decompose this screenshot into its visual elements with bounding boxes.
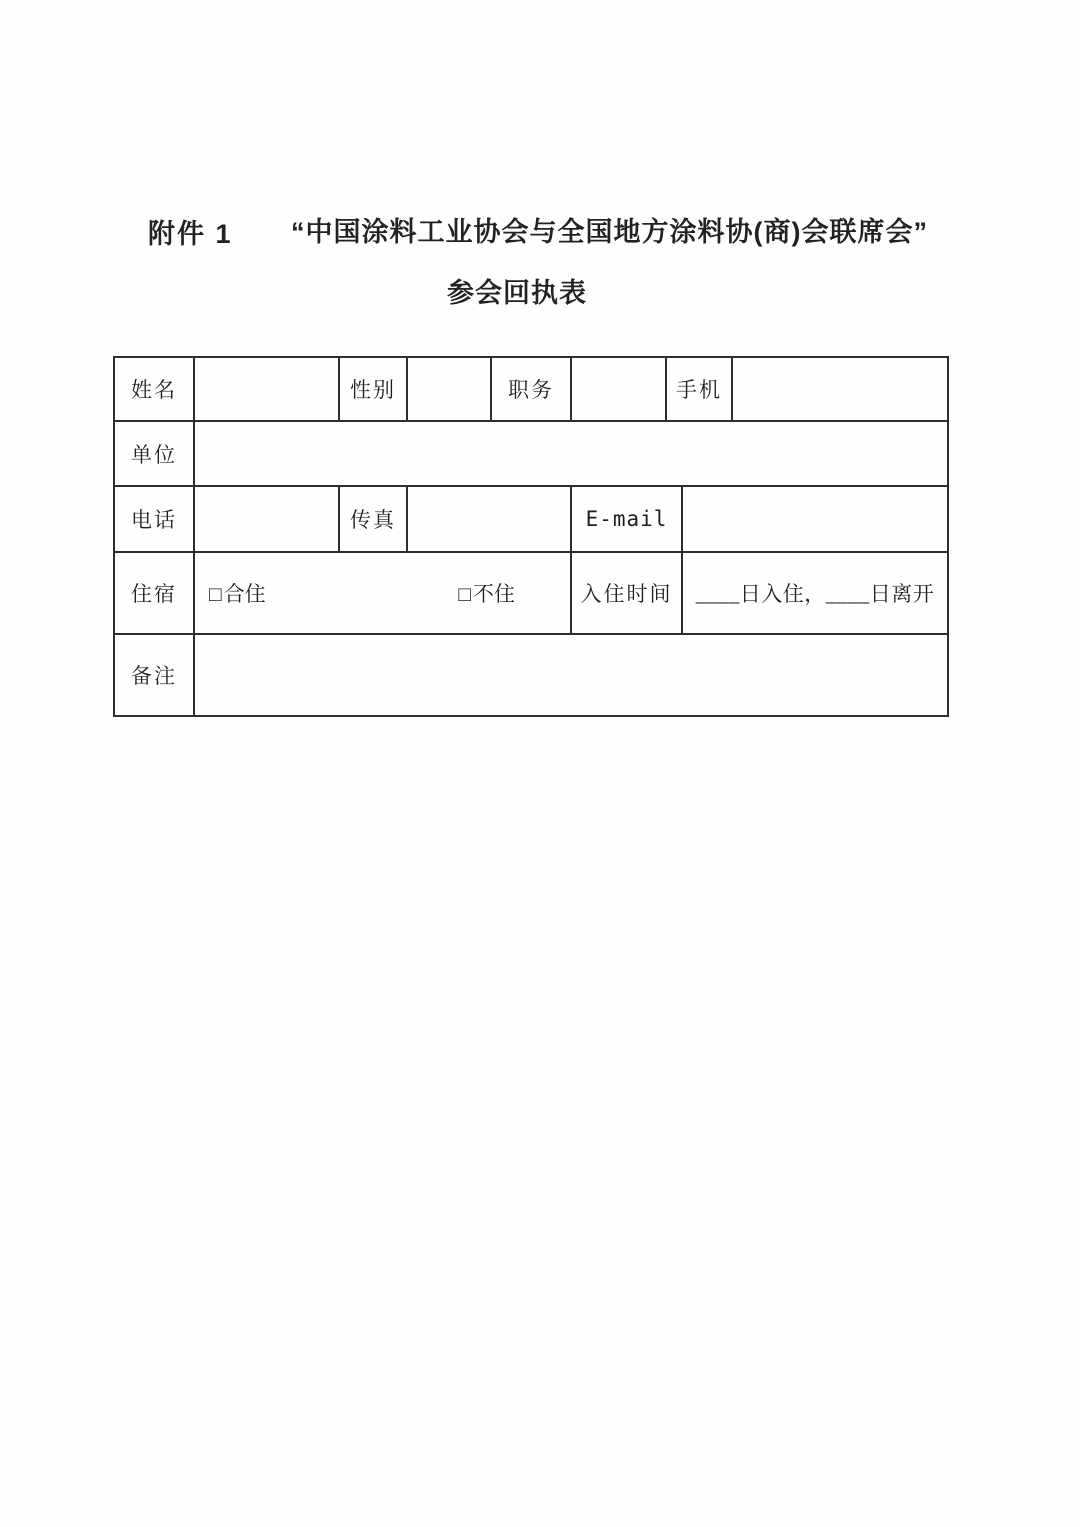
checkin-time-value: ____日入住，____日离开	[682, 552, 948, 634]
position-input-cell	[571, 357, 666, 421]
remarks-label: 备注	[114, 634, 194, 716]
lodging-label: 住宿	[114, 552, 194, 634]
email-input-cell	[682, 486, 948, 552]
document-subtitle: 参会回执表	[447, 278, 587, 308]
lodging-options-cell	[194, 552, 571, 634]
name-label: 姓名	[114, 357, 194, 421]
checkbox-icon: □	[209, 582, 222, 606]
company-input-cell	[194, 421, 948, 486]
reply-form-table	[113, 356, 949, 717]
checkin-time-label: 入住时间	[571, 552, 682, 634]
fax-label: 传真	[339, 486, 407, 552]
mobile-input-cell	[732, 357, 948, 421]
email-label: E-mail	[571, 486, 682, 552]
name-input-cell	[194, 357, 339, 421]
remarks-input-cell	[194, 634, 948, 716]
company-label: 单位	[114, 421, 194, 486]
checkbox-icon: □	[458, 582, 471, 606]
lodging-share-label: 合住	[223, 582, 266, 606]
lodging-option-none	[458, 578, 515, 608]
gender-label: 性别	[339, 357, 407, 421]
table-row-remarks	[114, 634, 948, 716]
lodging-none-label: 不住	[473, 582, 515, 606]
document-title: “中国涂料工业协会与全国地方涂料协(商)会联席会”	[291, 217, 928, 247]
position-label: 职务	[491, 357, 571, 421]
gender-input-cell	[407, 357, 491, 421]
table-row-name	[114, 357, 948, 421]
table-row-contact	[114, 486, 948, 552]
mobile-label: 手机	[666, 357, 732, 421]
fax-input-cell	[407, 486, 571, 552]
attachment-number-label: 附件 1	[148, 219, 233, 249]
table-row-company	[114, 421, 948, 486]
table-row-lodging	[114, 552, 948, 634]
lodging-options	[195, 578, 570, 608]
lodging-option-share	[209, 578, 266, 608]
phone-label: 电话	[114, 486, 194, 552]
phone-input-cell	[194, 486, 339, 552]
